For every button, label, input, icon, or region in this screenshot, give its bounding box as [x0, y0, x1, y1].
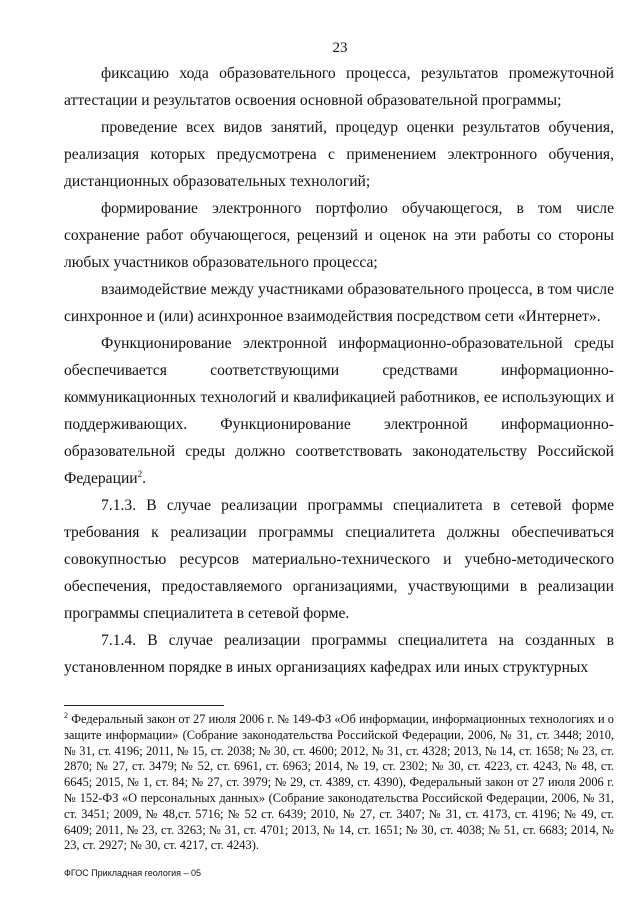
footnote-text: Федеральный закон от 27 июля 2006 г. № 149-ФЗ «Об информации, информационных технологиях и о защите информации» (Собрание законодательства Российской Федерации, 2006, № 31, ст. 3448; 2010, № 31, ст. 4196; 2011, № 15, ст. 2038; № 30, ст. 4600; 2012, № 31, ст. 4328; 2013, № 14, ст. 1658; № 23, ст. 2870; № 27, ст. 3479; № 52, ст. 6961, ст. 6963; 2014, № 19, ст. 2302; № 30, ст. 4223, ст. 4243, № 48, ст. 6645; 2015, № 1, ст. 84; № 27, ст. 3979; № 29, ст. 4389, ст. 4390), Федеральный закон от 27 июля 2006 г. № 152-ФЗ «О персональных данных» (Собрание законодательства Российской Федерации, 2006, № 31, ст. 3451; 2009, № 48,ст. 5716; № 52 ст. 6439; 2010, № 27, ст. 3407; № 31, ст. 4173, ст. 4196; № 49, ст. 6409; 2011, № 23, ст. 3263; № 31, ст. 4701; 2013, № 14, ст. 1651; № 30, ст. 4038; № 51, ст. 6683; 2014, № 23, ст. 2927; № 30, ст. 4217, ст. 4243).	[64, 712, 614, 853]
footnote-separator	[64, 705, 224, 706]
paragraph-1: фиксацию хода образовательного процесса, результатов промежуточной аттестации и результатов освоения основной образовательной программы;	[64, 65, 614, 109]
page-footer: ФГОС Прикладная геология – 05	[64, 868, 202, 878]
footnote-marker: 2	[64, 710, 68, 720]
page-number: 23	[332, 40, 348, 56]
paragraph-4: взаимодействие между участниками образовательного процесса, в том числе синхронное и (или) асинхронное взаимодействия посредством сети «Интернет».	[64, 281, 614, 325]
paragraph-5	[64, 330, 614, 492]
body-text	[64, 60, 614, 681]
paragraph-3: формирование электронного портфолио обучающегося, в том числе сохранение работ обучающегося, рецензий и оценок на эти работы со стороны любых участников образовательного процесса;	[64, 200, 614, 271]
footnote-reference[interactable]: 2	[137, 468, 143, 479]
footnote	[64, 712, 614, 854]
paragraph-5-period: .	[142, 470, 147, 487]
paragraph-7: 7.1.4. В случае реализации программы специалитета на созданных в установленном порядке в иных организациях кафедрах или иных структурных	[64, 632, 614, 676]
paragraph-5-text: Функционирование электронной информационно-образовательной среды обеспечивается соответствующими средствами информационно-коммуникационных технологий и квалификацией работников, ее использующих и поддерживающих. Функционирование электронной информационно-образовательной среды должно соответствовать законодательству Российской Федерации	[64, 335, 614, 487]
paragraph-2: проведение всех видов занятий, процедур оценки результатов обучения, реализация которых предусмотрена с применением электронного обучения, дистанционных образовательных технологий;	[64, 119, 614, 190]
paragraph-6: 7.1.3. В случае реализации программы специалитета в сетевой форме требования к реализации программы специалитета должны обеспечиваться совокупностью ресурсов материально-технического и учебно-методического обеспечения, предоставляемого организациями, участвующими в реализации программы специалитета в сетевой форме.	[64, 497, 614, 622]
